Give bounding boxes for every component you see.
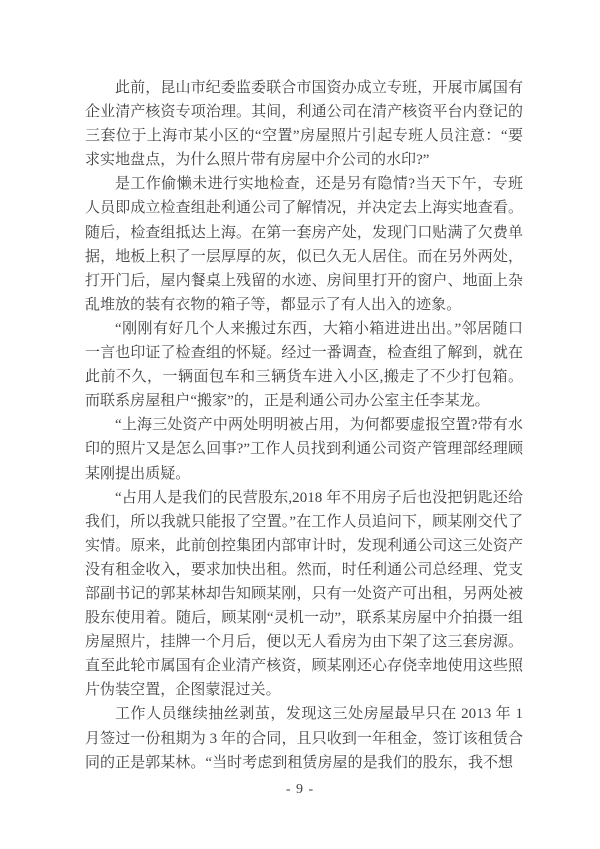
paragraph-6: 工作人员继续抽丝剥茧，发现这三处房屋最早只在 2013 年 1 月签过一份租期为 3 年的合同，且只收到一年租金，签订该租赁合同的正是郭某林。“当时考虑到租赁房屋的是我们的股东，我不想 [85, 706, 523, 771]
paragraph-2: 是工作偷懒未进行实地检查，还是另有隐情?当天下午，专班人员即成立检查组赴利通公司了解情况，并决定去上海实地查看。随后，检查组抵达上海。在第一套房产处，发现门口贴满了欠费单据，地板上积了一层厚厚的灰，似已久无人居住。而在另外两处，打开门后，屋内餐桌上残留的水迹、房间里打开的窗户、地面上杂乱堆放的装有衣物的箱子等，都显示了有人出入的迹象。 [85, 176, 523, 313]
paragraph-4: “上海三处资产中两处明明被占用，为何都要虚报空置?带有水印的照片又是怎么回事?”工作人员找到利通公司资产管理部经理顾某刚提出质疑。 [85, 417, 523, 482]
page-number: - 9 - [285, 782, 315, 797]
document-body [85, 76, 523, 775]
paragraph-3: “刚刚有好几个人来搬过东西，大箱小箱进进出出。”邻居随口一言也印证了检查组的怀疑。经过一番调查，检查组了解到，就在此前不久，一辆面包车和三辆货车进入小区,搬走了不少打包箱。而联系房屋租户“搬家”的，正是利通公司办公室主任李某龙。 [85, 320, 523, 410]
paragraph-1: 此前，昆山市纪委监委联合市国资办成立专班，开展市属国有企业清产核资专项治理。其间，利通公司在清产核资平台内登记的三套位于上海市某小区的“空置”房屋照片引起专班人员注意：“要求实地盘点，为什么照片带有房屋中介公司的水印?” [85, 80, 523, 169]
paragraph-5: “占用人是我们的民营股东,2018 年不用房子后也没把钥匙还给我们，所以我就只能报了空置。”在工作人员追问下，顾某刚交代了实情。原来，此前创控集团内部审计时，发现利通公司这三处资产没有租金收入，要求加快出租。然而，时任利通公司总经理、党支部副书记的郭某林却告知顾某刚，只有一处资产可出租，另两处被股东使用着。随后，顾某刚“灵机一动”，联系某房屋中介拍摄一组房屋照片，挂牌一个月后，便以无人看房为由下架了这三套房源。直至此轮市属国有企业清产核资，顾某刚还心存侥幸地使用这些照片伪装空置，企图蒙混过关。 [85, 489, 523, 699]
